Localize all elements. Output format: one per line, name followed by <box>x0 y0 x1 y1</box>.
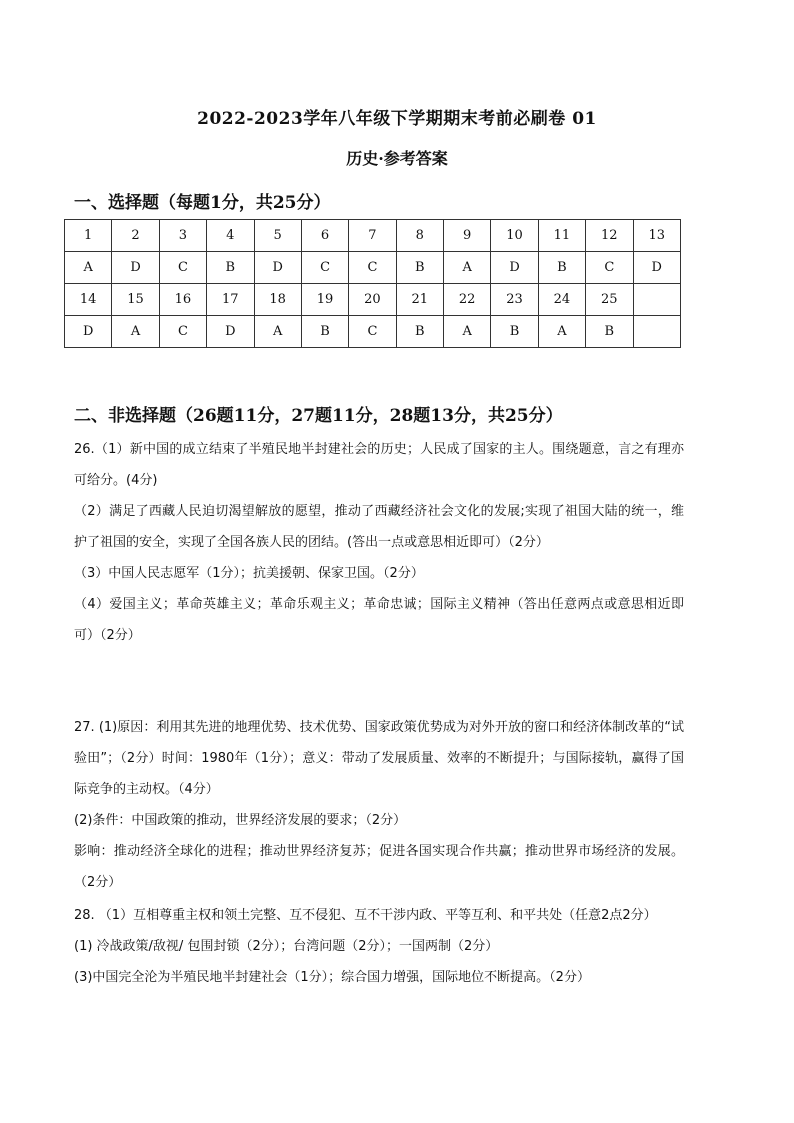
q28-part-1: 28. （1）互相尊重主权和领土完整、互不侵犯、互不干涉内政、平等互利、和平共处（任意2点2分） <box>74 908 657 923</box>
answer-table-cell: C <box>159 252 206 284</box>
document-title: 2022-2023学年八年级下学期期末考前必刷卷 01 <box>197 109 597 129</box>
answer-table-cell: 12 <box>586 220 633 252</box>
answer-table-cell: 13 <box>633 220 681 252</box>
answer-table-cell: B <box>586 316 633 348</box>
answer-table-cell: 2 <box>112 220 159 252</box>
answer-table-cell: 4 <box>207 220 254 252</box>
answer-table-cell: D <box>65 316 112 348</box>
answer-table-cell: A <box>254 316 301 348</box>
section-heading-choice <box>74 188 331 213</box>
answer-table-cell: 19 <box>301 284 348 316</box>
q28-part-2: (1) 冷战政策/敌视/ 包围封锁（2分）；台湾问题（2分）；一国两制（2分） <box>74 939 499 954</box>
answer-table-cell: C <box>586 252 633 284</box>
answer-table-cell: 20 <box>349 284 396 316</box>
answer-table-number-row <box>65 220 681 252</box>
answer-table-answer-row <box>65 316 681 348</box>
answer-table-cell: A <box>538 316 585 348</box>
answer-table-answer-row <box>65 252 681 284</box>
answer-table-cell: 5 <box>254 220 301 252</box>
answer-table-cell: D <box>633 252 681 284</box>
question-28-answer <box>74 900 684 993</box>
answer-table-cell: B <box>491 316 538 348</box>
answer-table-cell: D <box>491 252 538 284</box>
section-heading-choice-note: （每题1分，共25分） <box>159 193 331 213</box>
answer-table-cell: C <box>301 252 348 284</box>
answer-table-cell: B <box>207 252 254 284</box>
answer-table-cell: A <box>65 252 112 284</box>
q26-part-3: （3）中国人民志愿军（1分）；抗美援朝、保家卫国。（2分） <box>74 566 424 581</box>
q27-part-1: 27. (1)原因：利用其先进的地理优势、技术优势、国家政策优势成为对外开放的窗口和经济体制改革的“试验田”；（2分）时间：1980年（1分）；意义：带动了发展质量、效率的不断提升；与国际接轨，赢得了国际竞争的主动权。（4分） <box>74 720 684 797</box>
document-subtitle: 历史·参考答案 <box>346 149 448 168</box>
answer-table-cell: 24 <box>538 284 585 316</box>
answer-table <box>64 219 681 348</box>
answer-table-cell: B <box>538 252 585 284</box>
answer-table-cell <box>633 284 681 316</box>
question-26-answer <box>74 434 684 651</box>
answer-table-cell: 3 <box>159 220 206 252</box>
answer-table-cell: 11 <box>538 220 585 252</box>
answer-table-cell: 14 <box>65 284 112 316</box>
answer-table-cell: 9 <box>444 220 491 252</box>
answer-table-cell: 25 <box>586 284 633 316</box>
answer-table-cell: 15 <box>112 284 159 316</box>
q28-part-3: (3)中国完全沦为半殖民地半封建社会（1分）；综合国力增强，国际地位不断提高。（2分） <box>74 970 590 985</box>
answer-table-cell <box>633 316 681 348</box>
answer-table-cell: A <box>112 316 159 348</box>
answer-table-cell: 1 <box>65 220 112 252</box>
answer-table-cell: 8 <box>396 220 443 252</box>
section-heading-choice-label: 一、选择题 <box>74 193 159 213</box>
q27-part-2: (2)条件：中国政策的推动，世界经济发展的要求；（2分） <box>74 813 407 828</box>
answer-table-cell: 22 <box>444 284 491 316</box>
answer-table-cell: B <box>396 252 443 284</box>
answer-table-number-row <box>65 284 681 316</box>
answer-table-cell: A <box>444 252 491 284</box>
answer-table-cell: C <box>349 316 396 348</box>
answer-table-cell: B <box>396 316 443 348</box>
answer-table-cell: D <box>254 252 301 284</box>
answer-table-cell: 23 <box>491 284 538 316</box>
section-heading-nonchoice-label: 二、非选择题 <box>74 406 176 426</box>
answer-table-cell: C <box>159 316 206 348</box>
q27-part-3: 影响：推动经济全球化的进程；推动世界经济复苏；促进各国实现合作共赢；推动世界市场经济的发展。（2分） <box>74 844 684 890</box>
answer-table-cell: 6 <box>301 220 348 252</box>
question-27-answer <box>74 712 684 898</box>
answer-table-cell: 16 <box>159 284 206 316</box>
answer-table-cell: D <box>112 252 159 284</box>
answer-table-cell: 7 <box>349 220 396 252</box>
answer-table-cell: 17 <box>207 284 254 316</box>
q26-part-4: （4）爱国主义；革命英雄主义；革命乐观主义；革命忠诚；国际主义精神（答出任意两点或意思相近即可）（2分） <box>74 597 684 643</box>
q26-part-2: （2）满足了西藏人民迫切渴望解放的愿望，推动了西藏经济社会文化的发展;实现了祖国大陆的统一，维护了祖国的安全，实现了全国各族人民的团结。(答出一点或意思相近即可）（2分） <box>74 504 684 550</box>
answer-table-cell: D <box>207 316 254 348</box>
answer-table-cell: B <box>301 316 348 348</box>
answer-table-cell: 18 <box>254 284 301 316</box>
answer-table-cell: 21 <box>396 284 443 316</box>
answer-table-cell: 10 <box>491 220 538 252</box>
section-heading-nonchoice <box>74 401 563 426</box>
answer-table-cell: C <box>349 252 396 284</box>
q26-part-1: 26.（1）新中国的成立结束了半殖民地半封建社会的历史；人民成了国家的主人。围绕题意，言之有理亦可给分。(4分) <box>74 442 684 488</box>
section-heading-nonchoice-note: （26题11分，27题11分，28题13分，共25分） <box>176 406 563 426</box>
answer-table-cell: A <box>444 316 491 348</box>
